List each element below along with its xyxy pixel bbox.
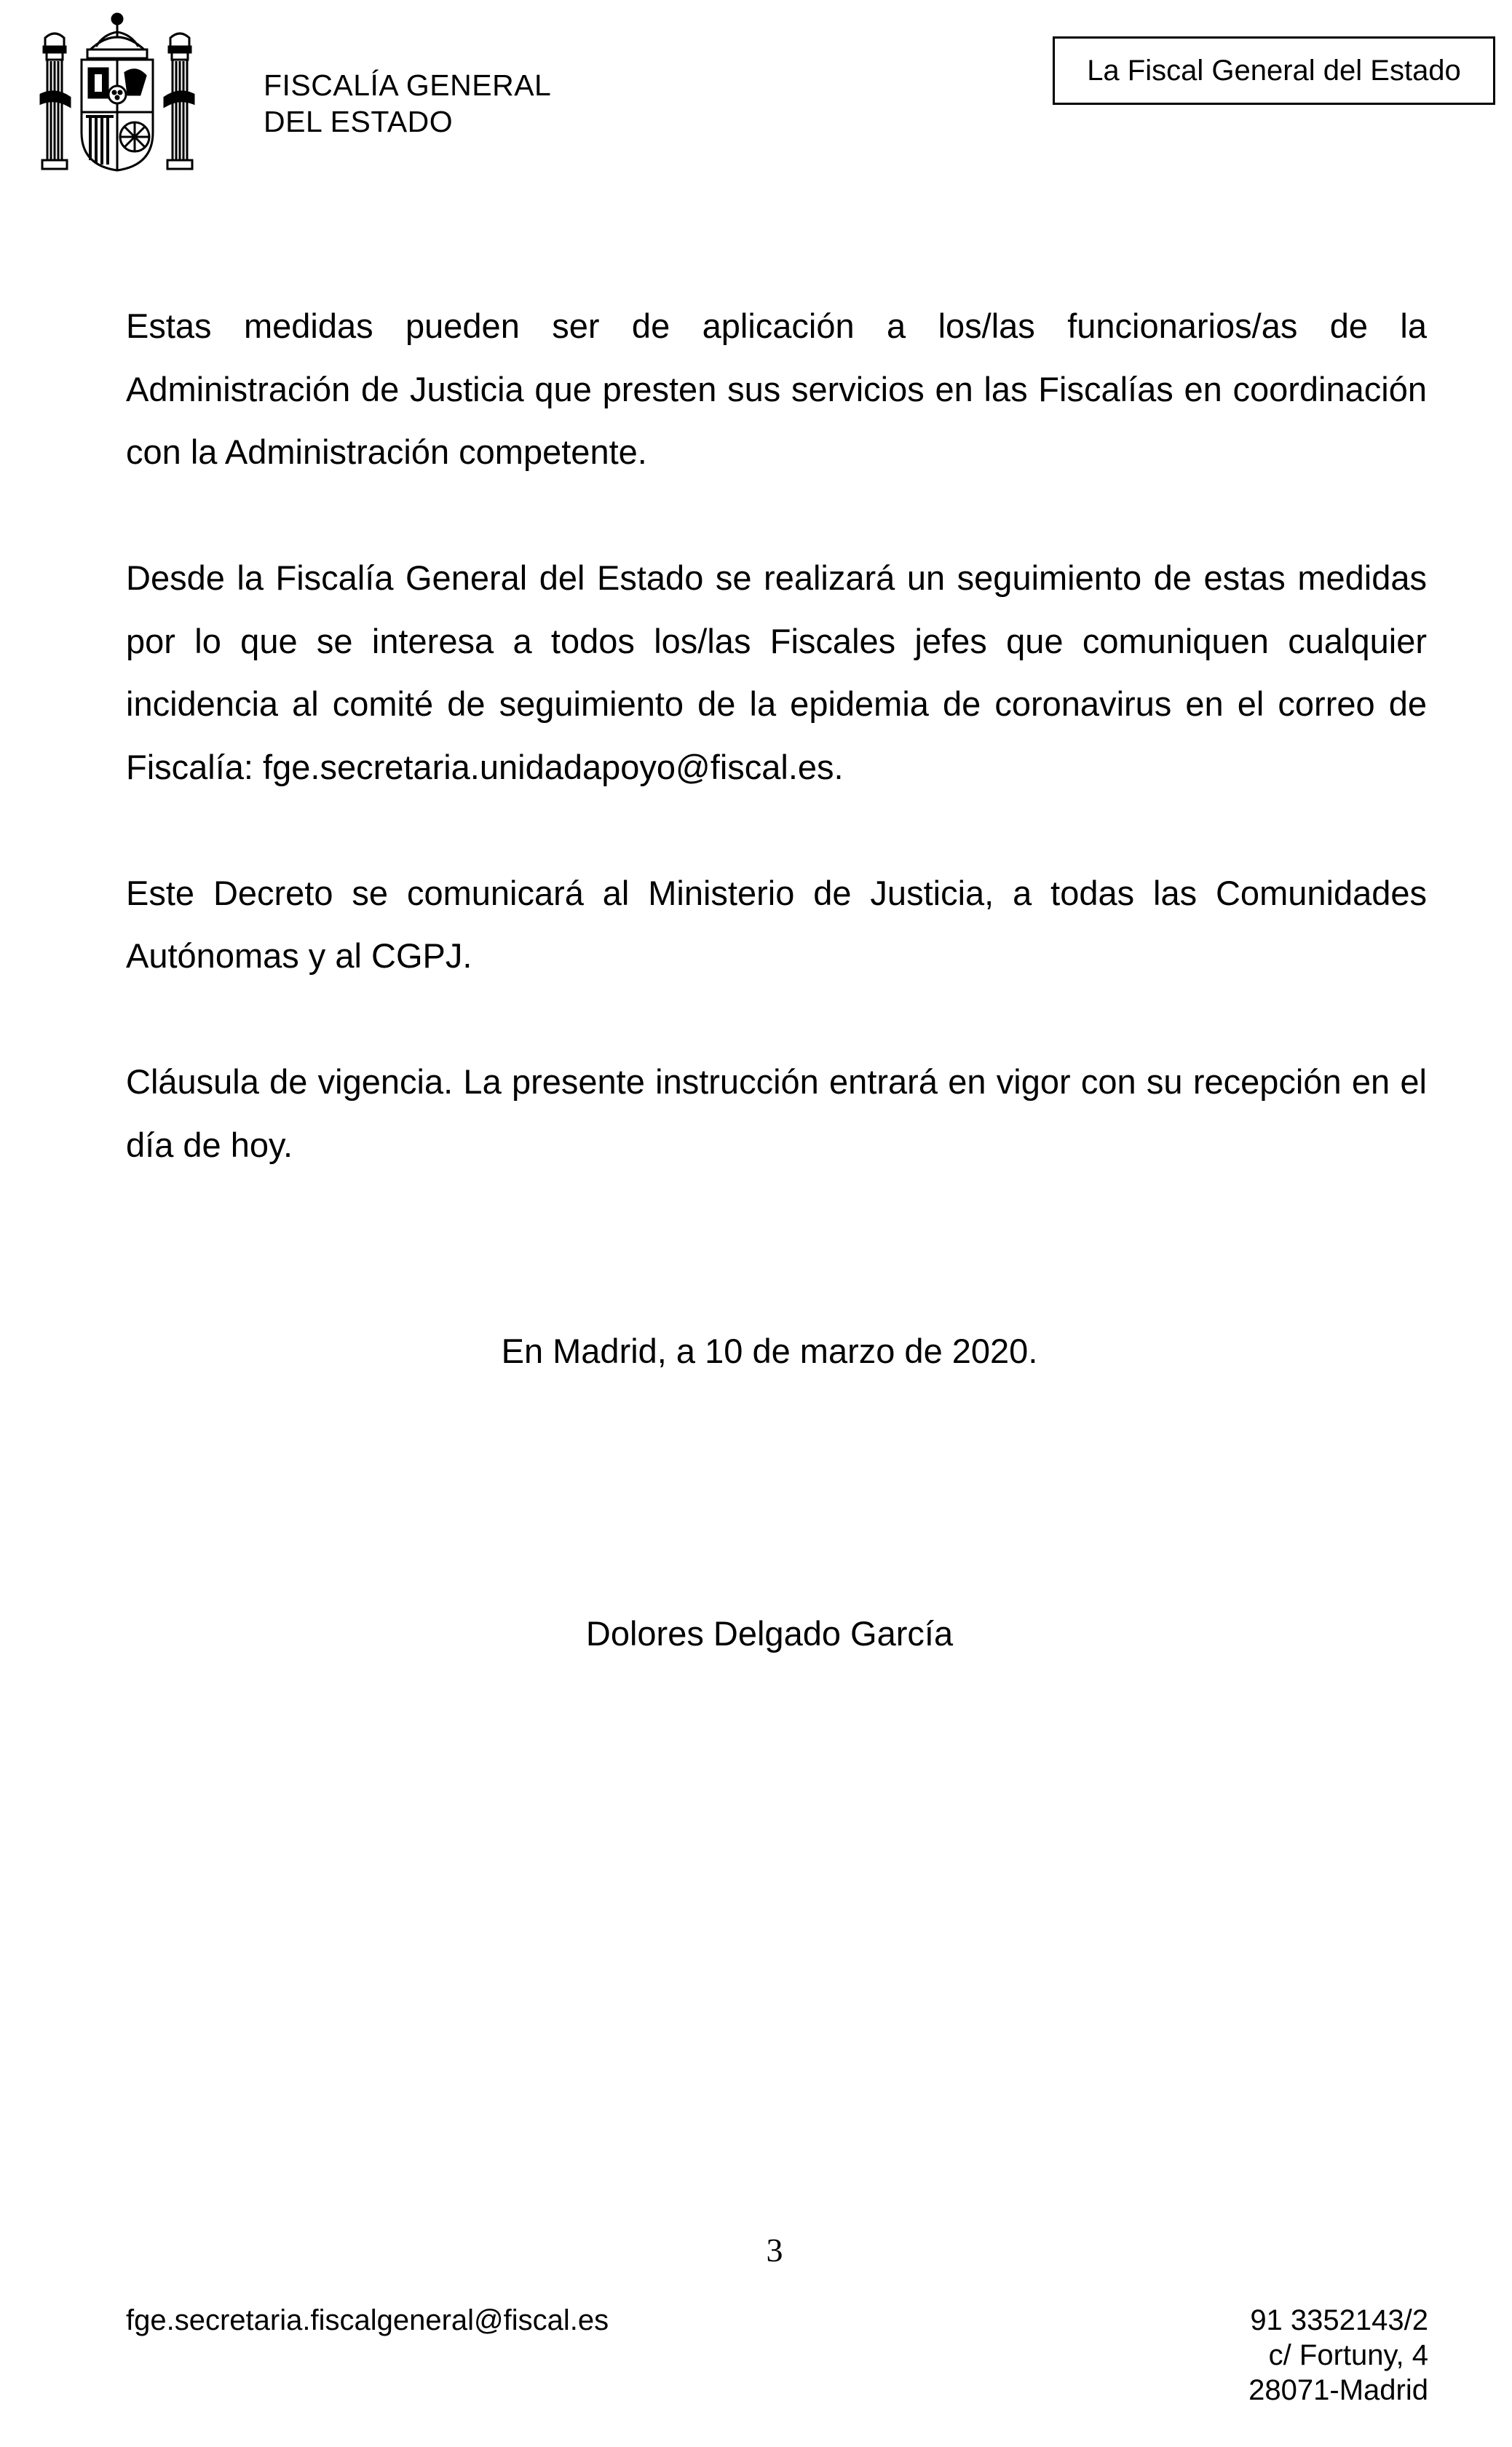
footer-address: c/ Fortuny, 4	[1268, 2339, 1428, 2371]
document-body	[126, 295, 1427, 1240]
footer-contact-block	[1248, 2303, 1428, 2408]
organization-name-line2: DEL ESTADO	[264, 105, 454, 138]
office-title-box: La Fiscal General del Estado	[1053, 36, 1495, 105]
footer-phone: 91 3352143/2	[1250, 2304, 1428, 2336]
place-date-line: En Madrid, a 10 de marzo de 2020.	[501, 1332, 1038, 1370]
paragraph-staff-application: Estas medidas pueden ser de aplicación a los/las funcionarios/as de la Administración de Justicia que presten sus servicios en las Fiscalías en coordinación con la Administración competente.	[126, 307, 1427, 471]
paragraph-communication: Este Decreto se comunicará al Ministerio de Justicia, a todas las Comunidades Autónomas y al CGPJ.	[126, 873, 1427, 975]
signatory-name: Dolores Delgado García	[585, 1614, 954, 1653]
spanish-coat-of-arms-icon	[38, 9, 197, 176]
footer-postal-code: 28071-Madrid	[1248, 2374, 1428, 2406]
paragraph-monitoring: Desde la Fiscalía General del Estado se realizará un seguimiento de estas medidas por lo que se interesa a todos los/las Fiscales jefes que comuniquen cualquier incidencia al comité de seguimiento de la epidemia de coronavirus en el correo de Fiscalía: fge.secretaria.unidadapoyo@fiscal.es.	[126, 558, 1427, 786]
organization-name	[264, 67, 551, 140]
organization-name-line1: FISCALÍA GENERAL	[264, 68, 552, 102]
paragraph-validity-clause: Cláusula de vigencia. La presente instrucción entrará en vigor con su recepción en el día de hoy.	[126, 1062, 1427, 1164]
footer-email: fge.secretaria.fiscalgeneral@fiscal.es	[126, 2304, 609, 2336]
page-number: 3	[766, 2231, 783, 2269]
